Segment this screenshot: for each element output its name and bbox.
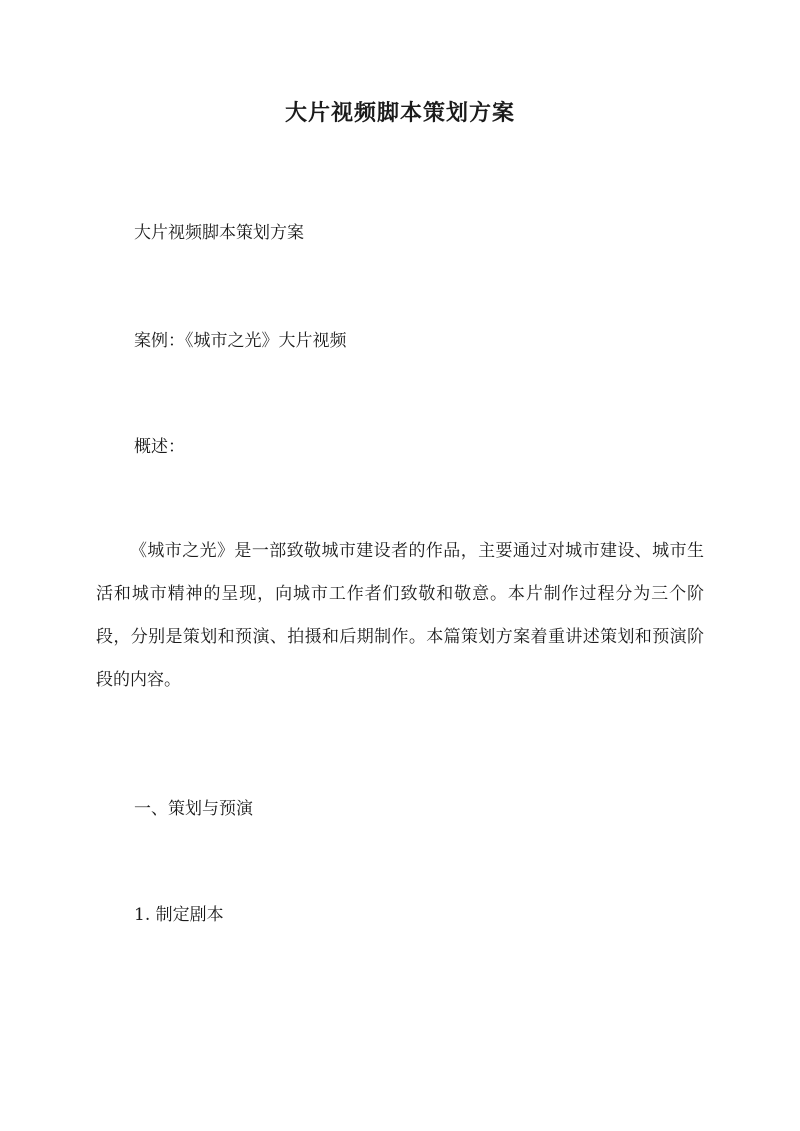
subtitle-line: 大片视频脚本策划方案 <box>134 223 304 243</box>
document-title: 大片视频脚本策划方案 <box>284 100 515 126</box>
overview-heading: 概述： <box>134 437 185 457</box>
overview-paragraph: 《城市之光》是一部致敬城市建设者的作品，主要通过对城市建设、城市生活和城市精神的呈现，向城市工作者们致敬和敬意。本片制作过程分为三个阶段，分别是策划和预演、拍摄和后期制作。本篇策划方案着重讲述策划和预演阶段的内容。 <box>96 541 704 690</box>
section-heading: 一、策划与预演 <box>134 799 253 819</box>
case-line: 案例：《城市之光》大片视频 <box>134 331 347 351</box>
list-item: 1. 制定剧本 <box>134 905 224 925</box>
